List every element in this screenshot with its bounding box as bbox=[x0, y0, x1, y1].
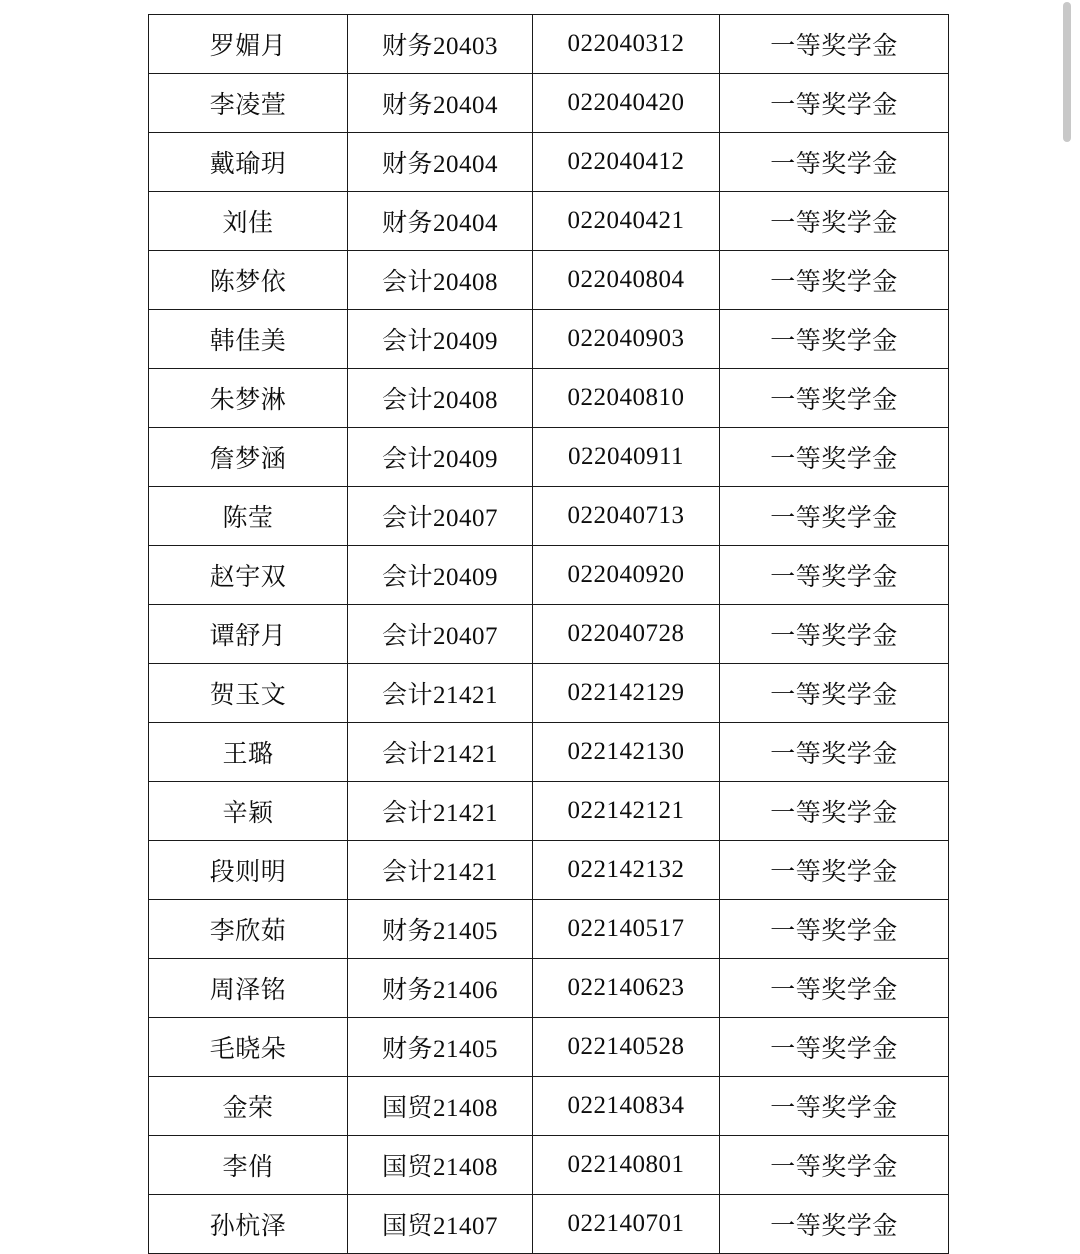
cell-class: 财务20404 bbox=[348, 74, 533, 133]
vertical-scrollbar-thumb[interactable] bbox=[1063, 2, 1071, 142]
cell-award: 一等奖学金 bbox=[720, 192, 949, 251]
cell-name: 王璐 bbox=[149, 723, 348, 782]
cell-class: 财务21405 bbox=[348, 1018, 533, 1077]
table-row bbox=[149, 428, 949, 487]
table-row bbox=[149, 1018, 949, 1077]
table-row bbox=[149, 15, 949, 74]
table-row bbox=[149, 1195, 949, 1254]
cell-name: 陈莹 bbox=[149, 487, 348, 546]
cell-name: 李凌萱 bbox=[149, 74, 348, 133]
cell-student-id: 022142129 bbox=[533, 664, 720, 723]
cell-name: 周泽铭 bbox=[149, 959, 348, 1018]
cell-student-id: 022040420 bbox=[533, 74, 720, 133]
cell-student-id: 022140801 bbox=[533, 1136, 720, 1195]
cell-award: 一等奖学金 bbox=[720, 1018, 949, 1077]
cell-class: 会计20408 bbox=[348, 369, 533, 428]
table-row bbox=[149, 74, 949, 133]
cell-name: 李俏 bbox=[149, 1136, 348, 1195]
cell-student-id: 022040412 bbox=[533, 133, 720, 192]
cell-award: 一等奖学金 bbox=[720, 782, 949, 841]
cell-award: 一等奖学金 bbox=[720, 605, 949, 664]
cell-award: 一等奖学金 bbox=[720, 15, 949, 74]
cell-class: 财务20403 bbox=[348, 15, 533, 74]
cell-award: 一等奖学金 bbox=[720, 546, 949, 605]
table-row bbox=[149, 664, 949, 723]
cell-name: 谭舒月 bbox=[149, 605, 348, 664]
cell-award: 一等奖学金 bbox=[720, 428, 949, 487]
cell-award: 一等奖学金 bbox=[720, 1195, 949, 1254]
cell-name: 刘佳 bbox=[149, 192, 348, 251]
cell-student-id: 022040920 bbox=[533, 546, 720, 605]
cell-student-id: 022040903 bbox=[533, 310, 720, 369]
cell-name: 辛颖 bbox=[149, 782, 348, 841]
cell-student-id: 022140528 bbox=[533, 1018, 720, 1077]
cell-student-id: 022040728 bbox=[533, 605, 720, 664]
cell-name: 詹梦涵 bbox=[149, 428, 348, 487]
cell-class: 会计20408 bbox=[348, 251, 533, 310]
cell-award: 一等奖学金 bbox=[720, 251, 949, 310]
cell-class: 会计21421 bbox=[348, 723, 533, 782]
cell-class: 财务20404 bbox=[348, 192, 533, 251]
cell-award: 一等奖学金 bbox=[720, 1136, 949, 1195]
cell-name: 孙杭泽 bbox=[149, 1195, 348, 1254]
table-row bbox=[149, 192, 949, 251]
cell-class: 财务20404 bbox=[348, 133, 533, 192]
cell-name: 贺玉文 bbox=[149, 664, 348, 723]
cell-award: 一等奖学金 bbox=[720, 664, 949, 723]
cell-student-id: 022040804 bbox=[533, 251, 720, 310]
cell-student-id: 022040312 bbox=[533, 15, 720, 74]
cell-class: 会计21421 bbox=[348, 664, 533, 723]
cell-award: 一等奖学金 bbox=[720, 133, 949, 192]
cell-award: 一等奖学金 bbox=[720, 723, 949, 782]
table-row bbox=[149, 310, 949, 369]
cell-class: 会计20407 bbox=[348, 605, 533, 664]
cell-student-id: 022142121 bbox=[533, 782, 720, 841]
table-row bbox=[149, 782, 949, 841]
cell-class: 会计20409 bbox=[348, 428, 533, 487]
award-table bbox=[148, 14, 949, 1254]
cell-student-id: 022142132 bbox=[533, 841, 720, 900]
cell-student-id: 022040421 bbox=[533, 192, 720, 251]
cell-award: 一等奖学金 bbox=[720, 310, 949, 369]
cell-class: 会计21421 bbox=[348, 782, 533, 841]
cell-student-id: 022140834 bbox=[533, 1077, 720, 1136]
cell-name: 李欣茹 bbox=[149, 900, 348, 959]
table-row bbox=[149, 900, 949, 959]
cell-student-id: 022040810 bbox=[533, 369, 720, 428]
cell-name: 陈梦依 bbox=[149, 251, 348, 310]
cell-name: 罗媚月 bbox=[149, 15, 348, 74]
table-row bbox=[149, 369, 949, 428]
cell-class: 会计20407 bbox=[348, 487, 533, 546]
table-row bbox=[149, 251, 949, 310]
table-row bbox=[149, 959, 949, 1018]
cell-name: 戴瑜玥 bbox=[149, 133, 348, 192]
cell-award: 一等奖学金 bbox=[720, 900, 949, 959]
cell-name: 段则明 bbox=[149, 841, 348, 900]
table-row bbox=[149, 133, 949, 192]
cell-class: 财务21406 bbox=[348, 959, 533, 1018]
cell-award: 一等奖学金 bbox=[720, 487, 949, 546]
cell-class: 国贸21408 bbox=[348, 1077, 533, 1136]
cell-award: 一等奖学金 bbox=[720, 74, 949, 133]
vertical-scrollbar-track[interactable] bbox=[1066, 0, 1076, 1246]
cell-student-id: 022140623 bbox=[533, 959, 720, 1018]
cell-class: 财务21405 bbox=[348, 900, 533, 959]
table-row bbox=[149, 1136, 949, 1195]
cell-award: 一等奖学金 bbox=[720, 959, 949, 1018]
table-row bbox=[149, 841, 949, 900]
cell-student-id: 022040911 bbox=[533, 428, 720, 487]
cell-class: 会计21421 bbox=[348, 841, 533, 900]
table-row bbox=[149, 487, 949, 546]
table-row bbox=[149, 605, 949, 664]
cell-award: 一等奖学金 bbox=[720, 841, 949, 900]
cell-name: 朱梦淋 bbox=[149, 369, 348, 428]
cell-student-id: 022142130 bbox=[533, 723, 720, 782]
cell-student-id: 022140701 bbox=[533, 1195, 720, 1254]
cell-class: 会计20409 bbox=[348, 310, 533, 369]
table-row bbox=[149, 546, 949, 605]
table-row bbox=[149, 723, 949, 782]
table-row bbox=[149, 1077, 949, 1136]
award-table-container bbox=[148, 14, 912, 1254]
cell-class: 国贸21407 bbox=[348, 1195, 533, 1254]
cell-class: 会计20409 bbox=[348, 546, 533, 605]
cell-student-id: 022140517 bbox=[533, 900, 720, 959]
award-table-body bbox=[149, 15, 949, 1254]
cell-student-id: 022040713 bbox=[533, 487, 720, 546]
cell-class: 国贸21408 bbox=[348, 1136, 533, 1195]
cell-award: 一等奖学金 bbox=[720, 369, 949, 428]
cell-name: 赵宇双 bbox=[149, 546, 348, 605]
cell-name: 韩佳美 bbox=[149, 310, 348, 369]
cell-name: 毛晓朵 bbox=[149, 1018, 348, 1077]
cell-name: 金荣 bbox=[149, 1077, 348, 1136]
cell-award: 一等奖学金 bbox=[720, 1077, 949, 1136]
